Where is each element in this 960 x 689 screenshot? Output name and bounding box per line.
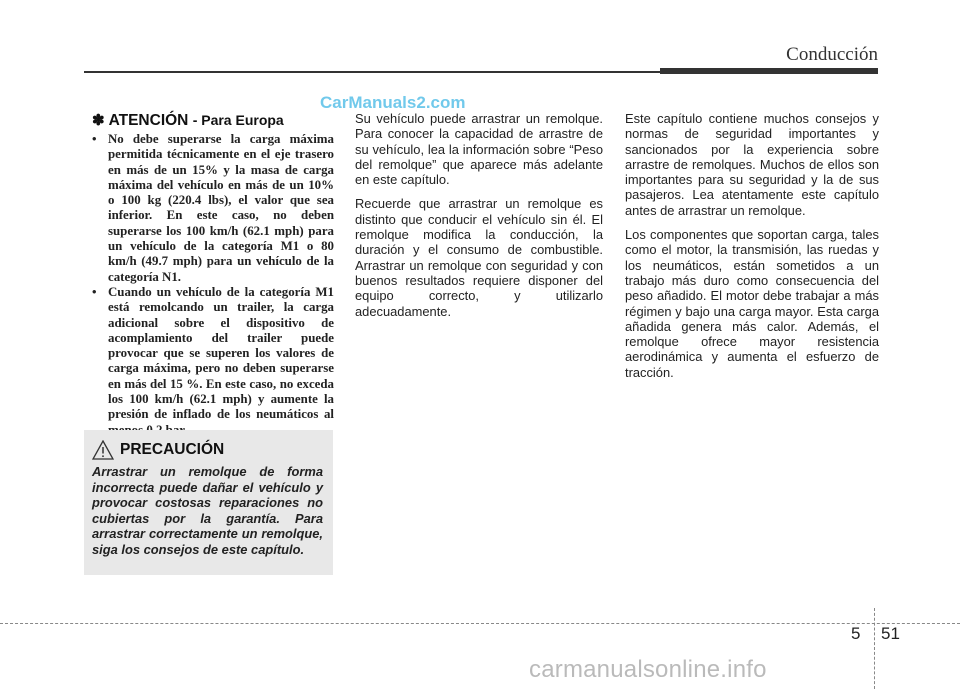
watermark-bottom: carmanualsonline.info xyxy=(529,656,767,683)
attention-subtitle: - Para Europa xyxy=(192,112,284,128)
paragraph: Este capítulo contiene muchos consejos y normas de seguridad importantes y sancionados por la experiencia sobre arrastre de remolques. Muchos de ellos son importantes para su seguridad y la de sus pasajeros. Lea atentamente este capítulo antes de arrastrar un remolque. xyxy=(625,111,879,218)
caution-title: PRECAUCIÓN xyxy=(120,441,225,458)
paragraph: Los componentes que soportan carga, tales como el motor, la transmisión, las ruedas y los neumáticos, están sometidos a un trabajo más duro como consecuencia del peso añadido. El motor debe trabajar a más régimen y bajo una carga mayor. Esta carga añadida genera más calor. Además, el remolque ofrece mayor resistencia aerodinámica y aumenta el esfuerzo de tracción. xyxy=(625,227,879,380)
bullet-icon: • xyxy=(92,284,97,299)
header-rule xyxy=(84,71,660,73)
warning-triangle-icon xyxy=(92,440,114,460)
attention-title: ATENCIÓN xyxy=(108,112,189,129)
attention-heading xyxy=(92,111,334,130)
list-item: • Cuando un vehículo de la categoría M1 está remolcando un trailer, la carga adicional sobre el dispositivo de acomplamiento del trailer puede provocar que se superen los valores de carga máxima, pero no deben superarse en más del 15 %. En este caso, no exceda los 100 km/h (62.1 mph) y aumente la presión de inflado de los neumáticos al xyxy=(92,284,334,422)
chapter-number: 5 xyxy=(851,624,861,643)
caution-box xyxy=(84,430,333,575)
section-title: Conducción xyxy=(786,44,878,65)
column-left xyxy=(92,111,334,438)
footer-rule xyxy=(0,623,960,624)
paragraph: Recuerde que arrastrar un remolque es distinto que conducir el vehículo sin él. El remolque modifica la conducción, la duración y el consumo de combustible. Arrastrar un remolque con seguridad y con buenos resultados requiere disponer del equipo correcto, y utilizarlo adecuadamente. xyxy=(355,196,603,319)
list-item: • No debe superarse la carga máxima permitida técnicamente en el eje trasero en más de un 15% y la masa de carga máxima del vehículo en más de un 10% o 100 kg (220.4 lbs), el valor que sea inferior. En este caso, no deben superarse los 100 km/h (62.1 mph) para un vehículo de la categoría M1 o 80 km/h (49.7 mph) para un vehículo de la categoría N1. xyxy=(92,132,334,284)
caution-heading xyxy=(92,440,323,460)
star-icon: ✽ xyxy=(92,112,105,129)
bullet-icon: • xyxy=(92,132,97,146)
caution-text: Arrastrar un remolque de forma incorrecta puede dañar el vehículo y provocar costosas reparaciones no cubiertas por la garantía. Para arrastrar correctamente un remolque, siga los consejos de este capítulo. xyxy=(92,464,323,557)
column-right xyxy=(625,111,879,389)
page-number: 51 xyxy=(881,624,900,643)
attention-bullets xyxy=(92,132,334,438)
column-middle xyxy=(355,111,603,328)
paragraph: Su vehículo puede arrastrar un remolque. Para conocer la capacidad de arrastre de su vehículo, lea la información sobre “Peso del remolque” que aparece más adelante en este capítulo. xyxy=(355,111,603,188)
header-rule-accent xyxy=(660,68,878,74)
footer-divider xyxy=(874,608,875,689)
watermark-top: CarManuals2.com xyxy=(320,93,466,112)
